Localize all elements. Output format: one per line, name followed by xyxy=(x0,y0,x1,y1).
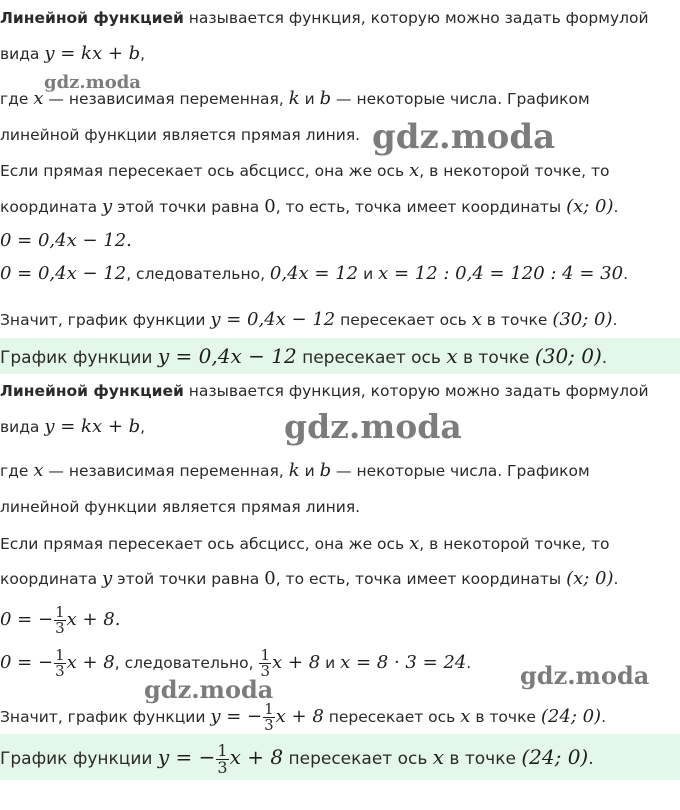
s2-equation xyxy=(0,605,680,636)
fraction-denominator: 3 xyxy=(55,662,65,680)
s1-general-formula: y = kx + b xyxy=(44,43,141,64)
s2-conclusion-line xyxy=(0,702,680,733)
s2-text: этой точки равна xyxy=(112,570,265,588)
s1-text: . xyxy=(613,198,619,216)
watermark: gdz.moda xyxy=(284,407,462,446)
s1-text: в точке xyxy=(457,348,535,368)
s2-text: пересекает ось xyxy=(283,749,433,769)
s2-var-y: y xyxy=(102,568,113,589)
s2-text: Значит, график функции xyxy=(0,708,211,726)
fraction-numerator: 1 xyxy=(260,646,271,664)
s1-eq: 0,4x = 12 xyxy=(269,263,359,284)
s1-text: и xyxy=(299,90,320,108)
s2-text: , следовательно, xyxy=(114,654,259,672)
s1-eq: 0 = 0,4x − 12 xyxy=(0,263,127,284)
fraction-denominator: 3 xyxy=(264,716,274,734)
s2-graph-line: линейной функции является прямая линия. xyxy=(0,498,361,516)
s1-intersect-line xyxy=(0,160,680,182)
s1-var-y: y xyxy=(102,196,113,217)
s1-definition-text: называется функция, которую можно задать формулой xyxy=(183,9,649,27)
s1-solution-line xyxy=(0,263,680,285)
s2-fraction xyxy=(263,702,275,733)
s1-point: (30; 0) xyxy=(552,309,613,330)
s2-var-k: k xyxy=(288,460,300,481)
s1-var-x: x xyxy=(33,88,44,109)
s2-text: . xyxy=(588,749,594,769)
s2-definition-text: называется функция, которую можно задать формулой xyxy=(183,382,649,400)
s2-text: , то есть, точка имеет координаты xyxy=(275,570,567,588)
watermark: gdz.moda xyxy=(372,117,556,157)
watermark: gdz.moda xyxy=(520,661,650,690)
s1-term: Линейной функцией xyxy=(0,9,184,27)
s1-equation xyxy=(0,230,680,252)
s2-answer-function: y = − xyxy=(157,745,216,769)
s1-text: Значит, график функции xyxy=(0,311,211,329)
s2-text: в точке xyxy=(444,749,522,769)
s2-text: — некоторые числа. Графиком xyxy=(331,462,590,480)
s2-text: где xyxy=(0,462,34,480)
fraction-numerator: 1 xyxy=(217,741,228,760)
s1-answer-box xyxy=(0,338,680,374)
s1-var-k: k xyxy=(288,88,300,109)
s2-intersect-line xyxy=(0,533,680,555)
s1-var-x: x xyxy=(409,160,420,181)
s2-point: (x; 0) xyxy=(566,568,614,589)
s2-eq: 0 = − xyxy=(0,609,54,630)
s1-text: в точке xyxy=(481,311,553,329)
s1-formula-line xyxy=(0,43,680,65)
s2-eq: x + 8 xyxy=(66,652,115,673)
s1-text: График функции xyxy=(0,348,158,368)
s2-eq: x + 8 xyxy=(272,652,321,673)
s2-term: Линейной функцией xyxy=(0,382,184,400)
s2-general-formula: y = kx + b xyxy=(44,416,141,437)
s1-text: . xyxy=(623,265,629,283)
s2-text: , xyxy=(140,418,146,436)
s2-zero: 0 xyxy=(264,568,276,589)
s2-answer-box xyxy=(0,734,680,780)
s2-text: График функции xyxy=(0,749,158,769)
s2-answer-point: (24; 0) xyxy=(521,745,589,769)
s1-text: , то есть, точка имеет координаты xyxy=(275,198,567,216)
s2-var-x: x xyxy=(432,745,445,769)
s2-text: вида xyxy=(0,418,45,436)
fraction-numerator: 1 xyxy=(55,646,65,664)
s2-text: Если прямая пересекает ось абсцисс, она же ось xyxy=(0,535,410,553)
s1-function: y = 0,4x − 12 xyxy=(210,309,336,330)
fraction-denominator: 3 xyxy=(55,619,65,637)
s2-var-x: x xyxy=(409,533,420,554)
s2-text: и xyxy=(320,654,341,672)
s1-graph-line: линейной функции является прямая линия. xyxy=(0,126,361,144)
s1-point: (x; 0) xyxy=(566,196,614,217)
s1-zero: 0 xyxy=(264,196,276,217)
s1-var-x: x xyxy=(471,309,482,330)
fraction-numerator: 1 xyxy=(264,700,274,718)
s2-text: , в некоторой точке, то xyxy=(419,535,610,553)
s1-text: , следовательно, xyxy=(126,265,270,283)
s1-text: . xyxy=(612,311,618,329)
s2-text: в точке xyxy=(470,708,541,726)
s2-text: координата xyxy=(0,570,103,588)
s1-eq: x = 12 : 0,4 = 120 : 4 = 30 xyxy=(378,263,624,284)
s2-function: x + 8 xyxy=(275,706,324,727)
s2-text: . xyxy=(466,654,472,672)
s2-text: пересекает ось xyxy=(323,708,461,726)
s1-answer-function: y = 0,4x − 12 xyxy=(157,344,297,368)
fraction-denominator: 3 xyxy=(217,758,228,777)
watermark: gdz.moda xyxy=(144,675,274,704)
s1-text: . xyxy=(601,348,608,368)
s2-text: . xyxy=(613,570,619,588)
s1-var-b: b xyxy=(319,88,332,109)
s2-text: . xyxy=(601,708,607,726)
s1-text: пересекает ось xyxy=(335,311,472,329)
watermark: gdz.moda xyxy=(44,72,141,93)
s2-fraction xyxy=(216,743,228,776)
s2-var-x: x xyxy=(33,460,44,481)
s1-var-x: x xyxy=(446,344,458,368)
s1-coordinate-line xyxy=(0,196,680,218)
fraction-denominator: 3 xyxy=(260,662,271,680)
s1-text: этой точки равна xyxy=(112,198,265,216)
s2-point: (24; 0) xyxy=(540,706,602,727)
s2-variables-line xyxy=(0,460,680,482)
s2-function: y = − xyxy=(210,706,263,727)
s1-text: — независимая переменная, xyxy=(43,90,289,108)
s1-text: пересекает ось xyxy=(296,348,447,368)
s1-answer-point: (30; 0) xyxy=(534,344,602,368)
s2-text: и xyxy=(299,462,320,480)
s2-answer-function: x + 8 xyxy=(229,745,284,769)
s2-eq: x = 8 · 3 = 24 xyxy=(340,652,467,673)
s1-text: — некоторые числа. Графиком xyxy=(331,90,590,108)
s2-var-b: b xyxy=(319,460,332,481)
s2-eq: x + 8. xyxy=(66,609,121,630)
s1-text: и xyxy=(358,265,379,283)
s1-conclusion-line xyxy=(0,309,680,331)
s1-text: , xyxy=(140,45,146,63)
s1-definition-line xyxy=(0,7,680,29)
s2-fraction xyxy=(54,648,66,679)
s2-text: — независимая переменная, xyxy=(43,462,289,480)
s2-var-x: x xyxy=(460,706,471,727)
s1-text: вида xyxy=(0,45,45,63)
fraction-numerator: 1 xyxy=(55,603,65,621)
s1-equation-text: 0 = 0,4x − 12. xyxy=(0,230,132,251)
s2-eq: 0 = − xyxy=(0,652,54,673)
s1-text: , в некоторой точке, то xyxy=(419,162,610,180)
s2-definition-line xyxy=(0,380,680,402)
s2-coordinate-line xyxy=(0,568,680,590)
s1-text: Если прямая пересекает ось абсцисс, она же ось xyxy=(0,162,410,180)
s1-text: где xyxy=(0,90,34,108)
s1-text: координата xyxy=(0,198,103,216)
s2-fraction xyxy=(54,605,66,636)
